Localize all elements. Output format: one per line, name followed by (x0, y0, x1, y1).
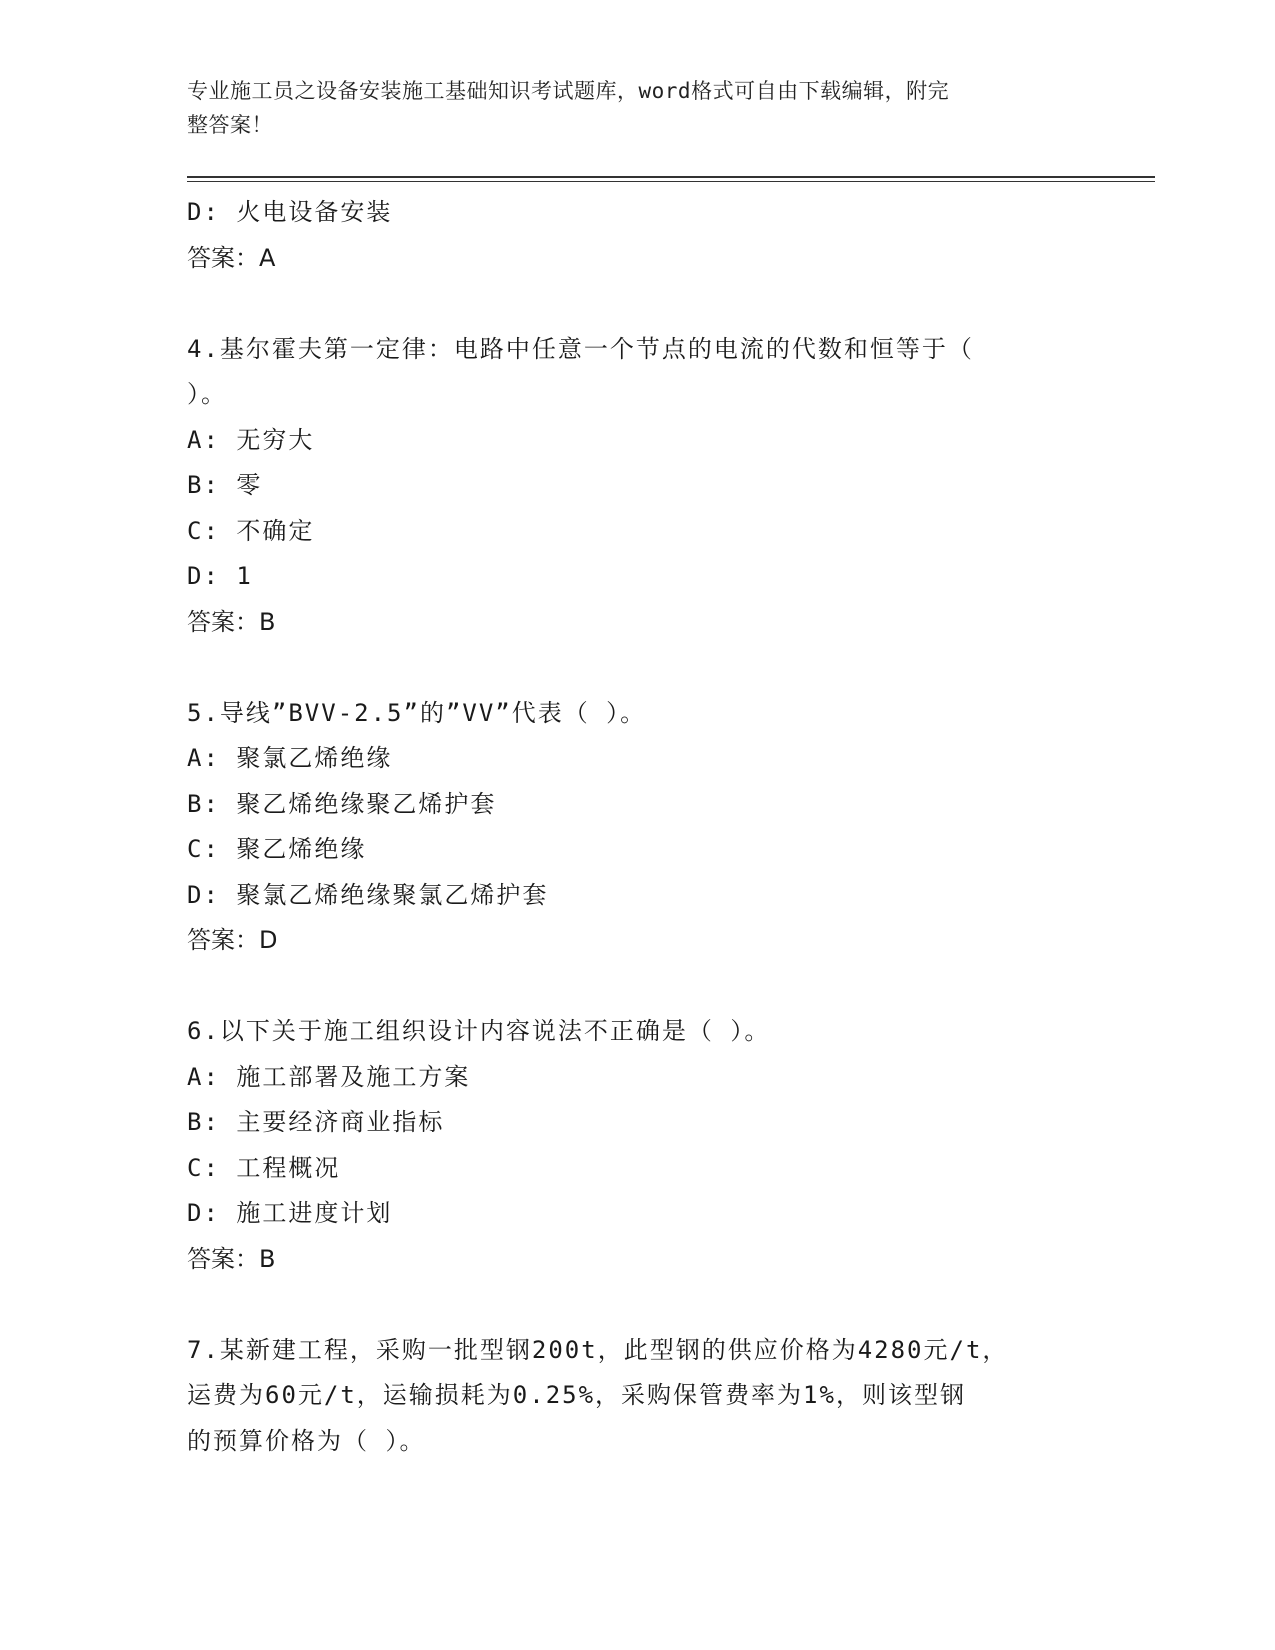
question-text-line-1: 7.某新建工程，采购一批型钢200t，此型钢的供应价格为4280元/t， (187, 1335, 1009, 1364)
header-title-line-2: 整答案！ (187, 113, 273, 137)
spacer (187, 964, 1087, 1010)
question-6 (187, 1009, 1087, 1282)
option-c: C: 不确定 (187, 516, 315, 545)
option-d: D: 1 (187, 562, 253, 590)
option-c: C: 工程概况 (187, 1153, 341, 1182)
option-a: A: 无穷大 (187, 425, 315, 454)
question-text-line-3: 的预算价格为（ ）。 (187, 1426, 426, 1455)
question-list (187, 190, 1087, 1464)
option-b: B: 主要经济商业指标 (187, 1108, 445, 1136)
header-title-line-1: 专业施工员之设备安装施工基础知识考试题库，word格式可自由下载编辑，附完 (187, 79, 950, 103)
option-b: B: 零 (187, 471, 263, 499)
option-c: C: 聚乙烯绝缘 (187, 835, 367, 863)
option-a: A: 施工部署及施工方案 (187, 1062, 471, 1091)
page-header (187, 74, 1067, 142)
question-3 (187, 190, 1087, 281)
option-d: D: 施工进度计划 (187, 1199, 393, 1227)
answer: 答案：B (187, 1244, 276, 1273)
question-text: 6.以下关于施工组织设计内容说法不正确是（ ）。 (187, 1017, 771, 1045)
spacer (187, 1282, 1087, 1328)
answer: 答案：B (187, 607, 276, 636)
question-text-line-2: ）。 (187, 380, 227, 408)
question-text: 5.导线”BVV-2.5”的”VV”代表（ ）。 (187, 698, 647, 727)
question-7 (187, 1328, 1087, 1465)
spacer (187, 645, 1087, 691)
question-text-line-2: 运费为60元/t，运输损耗为0.25%，采购保管费率为1%，则该型钢 (187, 1381, 966, 1409)
header-divider (187, 176, 1155, 182)
question-5 (187, 691, 1087, 964)
option-a: A: 聚氯乙烯绝缘 (187, 744, 393, 772)
option-b: B: 聚乙烯绝缘聚乙烯护套 (187, 789, 497, 818)
option-d: D: 火电设备安装 (187, 198, 393, 226)
question-text-line-1: 4.基尔霍夫第一定律：电路中任意一个节点的电流的代数和恒等于（ (187, 334, 974, 363)
answer: 答案：A (187, 243, 276, 272)
option-d: D: 聚氯乙烯绝缘聚氯乙烯护套 (187, 880, 549, 909)
spacer (187, 281, 1087, 327)
answer: 答案：D (187, 926, 278, 954)
question-4 (187, 327, 1087, 646)
